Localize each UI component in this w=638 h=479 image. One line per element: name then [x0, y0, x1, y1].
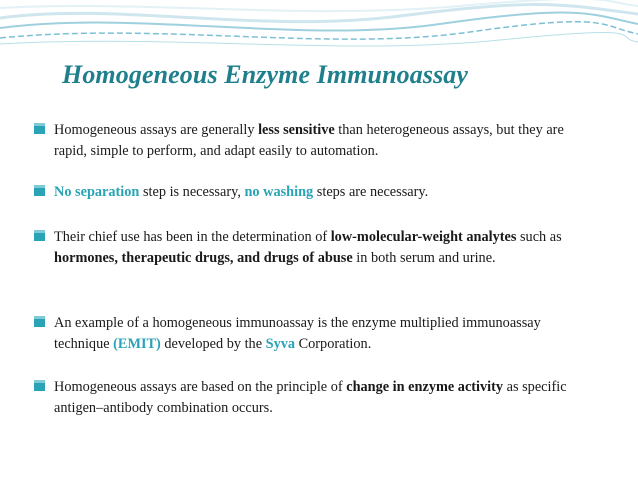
- bullet-segment: no washing: [244, 184, 314, 200]
- bullet-segment: Their chief use has been in the determination of: [54, 229, 331, 245]
- bullet-segment: No separation: [54, 184, 140, 200]
- bullet-segment: (EMIT): [113, 336, 161, 352]
- teal-square-bullet-icon: [33, 228, 47, 242]
- bullet-segment: low-molecular-weight analytes: [330, 229, 517, 245]
- bullet-segment: developed by the: [160, 336, 266, 352]
- bullet-segment: in both serum and urine.: [352, 250, 496, 266]
- bullet-text: [54, 313, 584, 355]
- bullet-segment: less sensitive: [258, 122, 335, 138]
- bullet-segment: step is necessary,: [139, 184, 245, 200]
- teal-square-bullet-icon: [33, 183, 47, 197]
- bullet-segment: than heterogeneous assays, but they are rapid, simple to perform, and adapt easily to automation.: [54, 122, 564, 159]
- bullet-segment: Corporation.: [295, 336, 372, 352]
- bullet-segment: hormones, therapeutic drugs, and drugs of abuse: [54, 250, 353, 266]
- teal-square-bullet-icon: [33, 378, 47, 392]
- bullet-segment: steps are necessary.: [313, 184, 429, 200]
- bullet-segment: as specific antigen–antibody combination occurs.: [54, 379, 567, 416]
- bullet-segment: An example of a homogeneous immunoassay is the enzyme multiplied immunoassay technique: [54, 315, 541, 352]
- bullet-segment: change in enzyme activity: [346, 379, 504, 395]
- bullet-text: [54, 377, 584, 419]
- bullet-text: [54, 182, 584, 203]
- bullet-segment: Syva: [265, 336, 296, 352]
- bullet-text: [54, 227, 584, 269]
- bullet-text: [54, 120, 584, 162]
- bullet-segment: Homogeneous assays are generally: [54, 122, 259, 138]
- teal-square-bullet-icon: [33, 121, 47, 135]
- bullet-segment: such as: [516, 229, 562, 245]
- bullet-segment: Homogeneous assays are based on the principle of: [54, 379, 347, 395]
- teal-square-bullet-icon: [33, 314, 47, 328]
- slide-title: Homogeneous Enzyme Immunoassay: [62, 60, 469, 89]
